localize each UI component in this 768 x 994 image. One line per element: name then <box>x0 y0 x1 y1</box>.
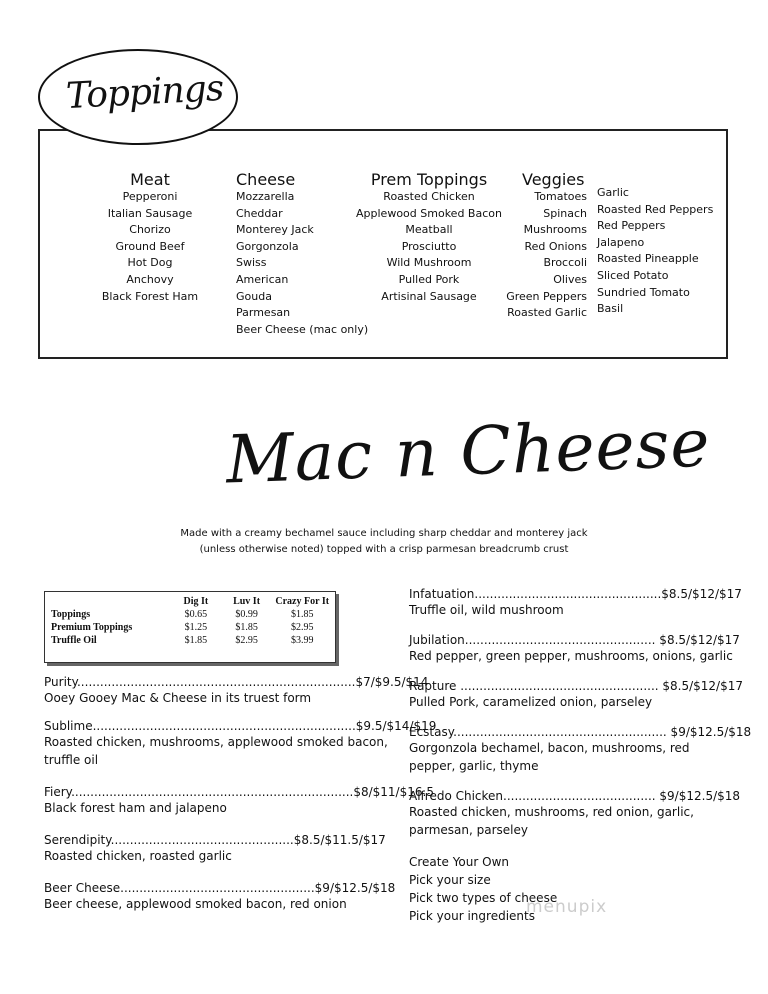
watermark: menupix <box>526 897 608 917</box>
price-cell: $1.85 <box>184 635 208 646</box>
topping-item: American <box>236 272 289 286</box>
veggies-list <box>500 189 587 322</box>
topping-item: Gouda <box>236 289 272 303</box>
menu-item-desc: Black forest ham and jalapeno <box>44 801 227 815</box>
menu-item-line: Infatuation.................................................$8.5/$12/$17 <box>409 587 742 601</box>
topping-item: Ground Beef <box>115 239 185 253</box>
create-step: Pick your size <box>409 873 491 887</box>
menu-item-desc: Roasted chicken, mushrooms, applewood smoked bacon, truffle oil <box>44 735 388 767</box>
topping-item: Spinach <box>543 206 587 220</box>
price-cell: $1.25 <box>184 622 208 633</box>
topping-item: Sundried Tomato <box>597 285 690 299</box>
topping-item: Mozzarella <box>236 190 295 203</box>
topping-item: Prosciutto <box>401 239 457 253</box>
prem-list <box>350 189 508 305</box>
topping-item: Pulled Pork <box>398 272 460 286</box>
topping-item: Roasted Red Peppers <box>597 202 714 216</box>
left-menu-column <box>44 675 437 913</box>
price-cell: $1.85 <box>235 622 258 633</box>
row-label: Truffle Oil <box>51 635 97 646</box>
topping-item: Broccoli <box>543 256 587 270</box>
prem-column <box>350 170 508 305</box>
meat-heading: Meat <box>130 170 170 189</box>
header-crazy-for-it: Crazy For It <box>275 596 330 607</box>
menu-item-desc: Red pepper, green pepper, mushrooms, onions, garlic <box>409 649 733 663</box>
topping-item: Sliced Potato <box>597 268 669 282</box>
menu-item-line: Serendipity................................................$8.5/$11.5/$17 <box>44 833 386 847</box>
header-luv-it: Luv It <box>233 596 261 607</box>
row-label: Toppings <box>51 609 91 620</box>
menu-item-alfredo-chicken <box>409 789 757 839</box>
price-table-header <box>51 595 335 608</box>
menu-item-rapture <box>409 679 757 711</box>
menu-item-fiery <box>44 785 434 817</box>
topping-item: Cheddar <box>236 206 283 220</box>
menu-item-line: Rapture .................................................... $8.5/$12/$17 <box>409 679 744 693</box>
topping-item: Basil <box>597 302 624 316</box>
price-cell: $3.99 <box>290 635 314 646</box>
create-step: Pick your ingredients <box>409 909 535 923</box>
menu-item-desc: Gorgonzola bechamel, bacon, mushrooms, red pepper, garlic, thyme <box>409 741 690 773</box>
menu-item-line: Fiery..........................................................................$8/$11/$16.5 <box>44 785 434 799</box>
menu-item-beer-cheese <box>44 881 396 913</box>
topping-item: Applewood Smoked Bacon <box>356 206 502 220</box>
topping-item: Meatball <box>405 223 453 237</box>
header-dig-it: Dig It <box>183 596 209 607</box>
topping-item: Tomatoes <box>534 190 587 203</box>
menu-item-sublime <box>44 719 437 769</box>
topping-item: Beer Cheese (mac only) <box>236 322 369 336</box>
price-cell: $0.65 <box>184 609 208 620</box>
row-label: Premium Toppings <box>51 622 133 633</box>
topping-item: Roasted Garlic <box>507 306 587 320</box>
menu-item-infatuation <box>409 587 757 619</box>
price-cell: $1.85 <box>290 609 314 620</box>
menu-item-serendipity <box>44 833 389 865</box>
topping-item: Red Peppers <box>597 219 666 233</box>
extra-veggie-list <box>597 185 722 318</box>
topping-item: Pepperoni <box>122 190 178 203</box>
cheese-heading: Cheese <box>236 170 296 189</box>
mac-description-line-1: Made with a creamy bechamel sauce including sharp cheddar and monterey jack <box>180 528 588 539</box>
menu-item-line: Alfredo Chicken........................................ $9/$12.5/$18 <box>409 789 741 803</box>
topping-item: Garlic <box>597 186 629 199</box>
menu-item-desc: Beer cheese, applewood smoked bacon, red onion <box>44 897 347 911</box>
topping-item: Monterey Jack <box>236 223 314 237</box>
meat-list <box>90 189 210 305</box>
menu-item-line: Purity.........................................................................$7/$9.5/$14 <box>44 675 429 689</box>
menu-item-desc: Ooey Gooey Mac & Cheese in its truest form <box>44 691 312 705</box>
topping-item: Parmesan <box>236 306 291 320</box>
price-table-row <box>51 634 335 647</box>
topping-item: Mushrooms <box>523 223 587 237</box>
mac-description <box>0 526 768 558</box>
topping-item: Hot Dog <box>127 256 173 270</box>
price-cell: $0.99 <box>235 609 258 620</box>
mac-title: Mac n Cheese <box>224 404 712 499</box>
topping-item: Olives <box>553 272 587 286</box>
menu-item-desc: Truffle oil, wild mushroom <box>409 603 564 617</box>
topping-item: Red Onions <box>524 239 587 253</box>
menu-item-line: Jubilation.................................................. $8.5/$12/$17 <box>409 633 740 647</box>
menu-item-ecstasy <box>409 725 757 775</box>
topping-item: Jalapeno <box>597 235 645 249</box>
veggies-heading: Veggies <box>522 170 585 189</box>
topping-item: Roasted Pineapple <box>597 252 699 266</box>
price-cell: $2.95 <box>235 635 258 646</box>
mac-description-line-2: (unless otherwise noted) topped with a crisp parmesan breadcrumb crust <box>199 544 569 555</box>
price-table <box>44 591 336 663</box>
menu-item-line: Beer Cheese...................................................$9/$12.5/$18 <box>44 881 396 895</box>
topping-item: Gorgonzola <box>236 239 299 253</box>
veggies-column <box>500 170 587 322</box>
right-menu-column <box>409 587 757 925</box>
menu-item-desc: Pulled Pork, caramelized onion, parseley <box>409 695 653 709</box>
price-table-row <box>51 608 335 621</box>
topping-item: Chorizo <box>129 223 171 237</box>
menu-item-jubilation <box>409 633 757 665</box>
menu-item-line: Sublime.....................................................................$9.5/$14/$19 <box>44 719 437 733</box>
topping-item: Black Forest Ham <box>101 289 199 303</box>
menu-item-desc: Roasted chicken, roasted garlic <box>44 849 232 863</box>
price-cell: $2.95 <box>290 622 314 633</box>
create-title: Create Your Own <box>409 855 509 869</box>
topping-item: Artisinal Sausage <box>381 289 477 303</box>
menu-item-purity <box>44 675 429 707</box>
topping-item: Italian Sausage <box>107 206 193 220</box>
create-step: Pick two types of cheese <box>409 891 558 905</box>
meat-column <box>90 170 210 305</box>
menu-item-desc: Roasted chicken, mushrooms, red onion, garlic, parmesan, parseley <box>409 805 694 837</box>
topping-item: Anchovy <box>126 272 174 286</box>
toppings-title: Toppings <box>65 67 225 118</box>
menu-item-line: Ecstasy........................................................ $9/$12.5/$18 <box>409 725 752 739</box>
topping-item: Green Peppers <box>506 289 587 303</box>
prem-heading: Prem Toppings <box>370 170 488 189</box>
topping-item: Wild Mushroom <box>386 256 472 270</box>
topping-item: Roasted Chicken <box>383 190 475 203</box>
topping-item: Swiss <box>236 256 267 270</box>
price-table-row <box>51 621 335 634</box>
